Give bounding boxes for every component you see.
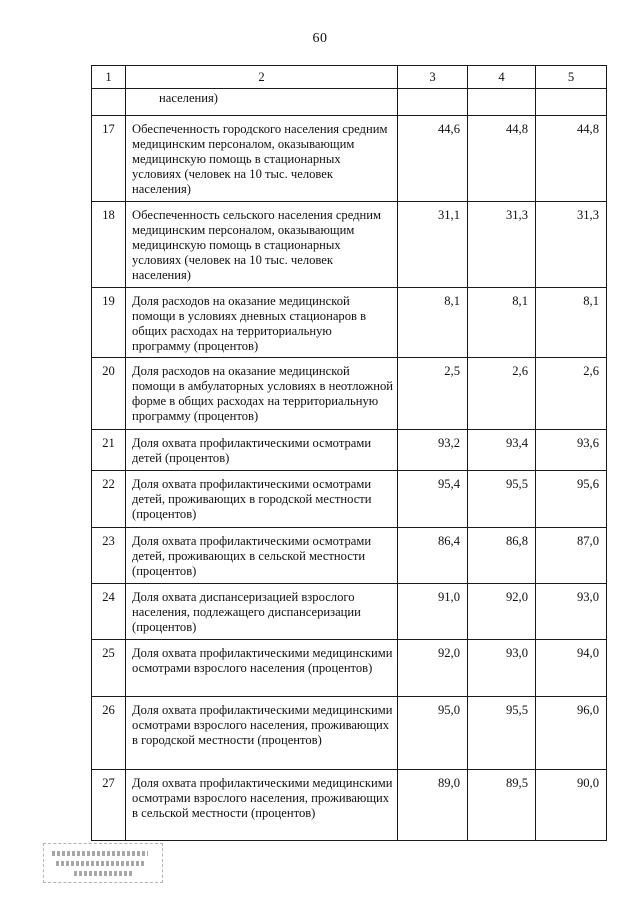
table-header-row [92, 66, 607, 89]
value-cell-year-2: 95,5 [468, 697, 536, 770]
table-row [92, 358, 607, 430]
row-description-cell: населения) [126, 89, 398, 116]
value-cell-year-3: 2,6 [536, 358, 607, 430]
row-number-cell: 26 [92, 697, 126, 770]
value-cell-year-3: 31,3 [536, 202, 607, 288]
value-cell-year-1: 2,5 [398, 358, 468, 430]
value-cell-year-2: 31,3 [468, 202, 536, 288]
row-number-cell: 20 [92, 358, 126, 430]
row-number-cell: 22 [92, 471, 126, 528]
row-number-cell: 19 [92, 288, 126, 358]
header-cell: 3 [398, 66, 468, 89]
header-cell: 1 [92, 66, 126, 89]
indicators-table [91, 65, 607, 841]
row-description-cell: Доля расходов на оказание медицинской помощи в амбулаторных условиях в неотложной форме в общих расходах на территориальную программу (процентов) [126, 358, 398, 430]
value-cell-year-3: 44,8 [536, 116, 607, 202]
table-row-continuation [92, 89, 607, 116]
row-number-cell: 21 [92, 430, 126, 471]
row-number-cell [92, 89, 126, 116]
value-cell-year-1: 31,1 [398, 202, 468, 288]
value-cell-year-3: 95,6 [536, 471, 607, 528]
value-cell-year-3: 93,0 [536, 584, 607, 640]
row-number-cell: 24 [92, 584, 126, 640]
header-cell: 2 [126, 66, 398, 89]
faded-stamp-mark [43, 843, 163, 883]
table-row [92, 697, 607, 770]
value-cell-year-3: 93,6 [536, 430, 607, 471]
header-cell: 4 [468, 66, 536, 89]
row-number-cell: 23 [92, 528, 126, 584]
row-description-cell: Доля охвата профилактическими медицинскими осмотрами взрослого населения, проживающих в городской местности (процентов) [126, 697, 398, 770]
row-description-cell: Доля охвата профилактическими осмотрами детей, проживающих в городской местности (процентов) [126, 471, 398, 528]
row-number-cell: 18 [92, 202, 126, 288]
value-cell-year-3: 94,0 [536, 640, 607, 697]
row-description-cell: Доля расходов на оказание медицинской помощи в условиях дневных стационаров в общих расходах на территориальную программу (процентов) [126, 288, 398, 358]
row-description-cell: Доля охвата профилактическими медицинскими осмотрами взрослого населения, проживающих в сельской местности (процентов) [126, 770, 398, 841]
page-number: 60 [312, 31, 328, 46]
row-description-cell: Доля охвата диспансеризацией взрослого населения, подлежащего диспансеризации (процентов) [126, 584, 398, 640]
value-cell-year-1: 8,1 [398, 288, 468, 358]
row-number-cell: 17 [92, 116, 126, 202]
value-cell-year-3: 90,0 [536, 770, 607, 841]
row-description-cell: Обеспеченность городского населения средним медицинским персоналом, оказывающим медицинскую помощь в стационарных условиях (человек на 10 тыс. человек населения) [126, 116, 398, 202]
table-row [92, 528, 607, 584]
value-cell-year-1: 95,4 [398, 471, 468, 528]
value-cell-year-2: 8,1 [468, 288, 536, 358]
value-cell-year-2: 44,8 [468, 116, 536, 202]
value-cell-year-2: 89,5 [468, 770, 536, 841]
table-row [92, 640, 607, 697]
value-cell-year-1: 92,0 [398, 640, 468, 697]
table-row [92, 202, 607, 288]
value-cell-year-2: 93,0 [468, 640, 536, 697]
row-number-cell: 27 [92, 770, 126, 841]
value-cell-year-2: 93,4 [468, 430, 536, 471]
value-cell-year-3: 87,0 [536, 528, 607, 584]
table-row [92, 584, 607, 640]
value-cell-year-3: 96,0 [536, 697, 607, 770]
table-row [92, 430, 607, 471]
value-cell-year-2: 92,0 [468, 584, 536, 640]
row-number-cell: 25 [92, 640, 126, 697]
value-cell-year-1: 91,0 [398, 584, 468, 640]
value-cell-year-1: 86,4 [398, 528, 468, 584]
value-cell-year-2: 86,8 [468, 528, 536, 584]
value-cell-year-1: 95,0 [398, 697, 468, 770]
row-description-cell: Доля охвата профилактическими медицинскими осмотрами взрослого населения (процентов) [126, 640, 398, 697]
value-cell-year-2 [468, 89, 536, 116]
table-row [92, 288, 607, 358]
value-cell-year-2: 2,6 [468, 358, 536, 430]
row-description-cell: Обеспеченность сельского населения средним медицинским персоналом, оказывающим медицинскую помощь в стационарных условиях (человек на 10 тыс. человек населения) [126, 202, 398, 288]
value-cell-year-1 [398, 89, 468, 116]
value-cell-year-2: 95,5 [468, 471, 536, 528]
header-cell: 5 [536, 66, 607, 89]
value-cell-year-1: 89,0 [398, 770, 468, 841]
table-row [92, 471, 607, 528]
value-cell-year-3 [536, 89, 607, 116]
row-description-cell: Доля охвата профилактическими осмотрами детей, проживающих в сельской местности (процентов) [126, 528, 398, 584]
table-row [92, 116, 607, 202]
value-cell-year-1: 44,6 [398, 116, 468, 202]
value-cell-year-3: 8,1 [536, 288, 607, 358]
table-row [92, 770, 607, 841]
value-cell-year-1: 93,2 [398, 430, 468, 471]
row-description-cell: Доля охвата профилактическими осмотрами детей (процентов) [126, 430, 398, 471]
